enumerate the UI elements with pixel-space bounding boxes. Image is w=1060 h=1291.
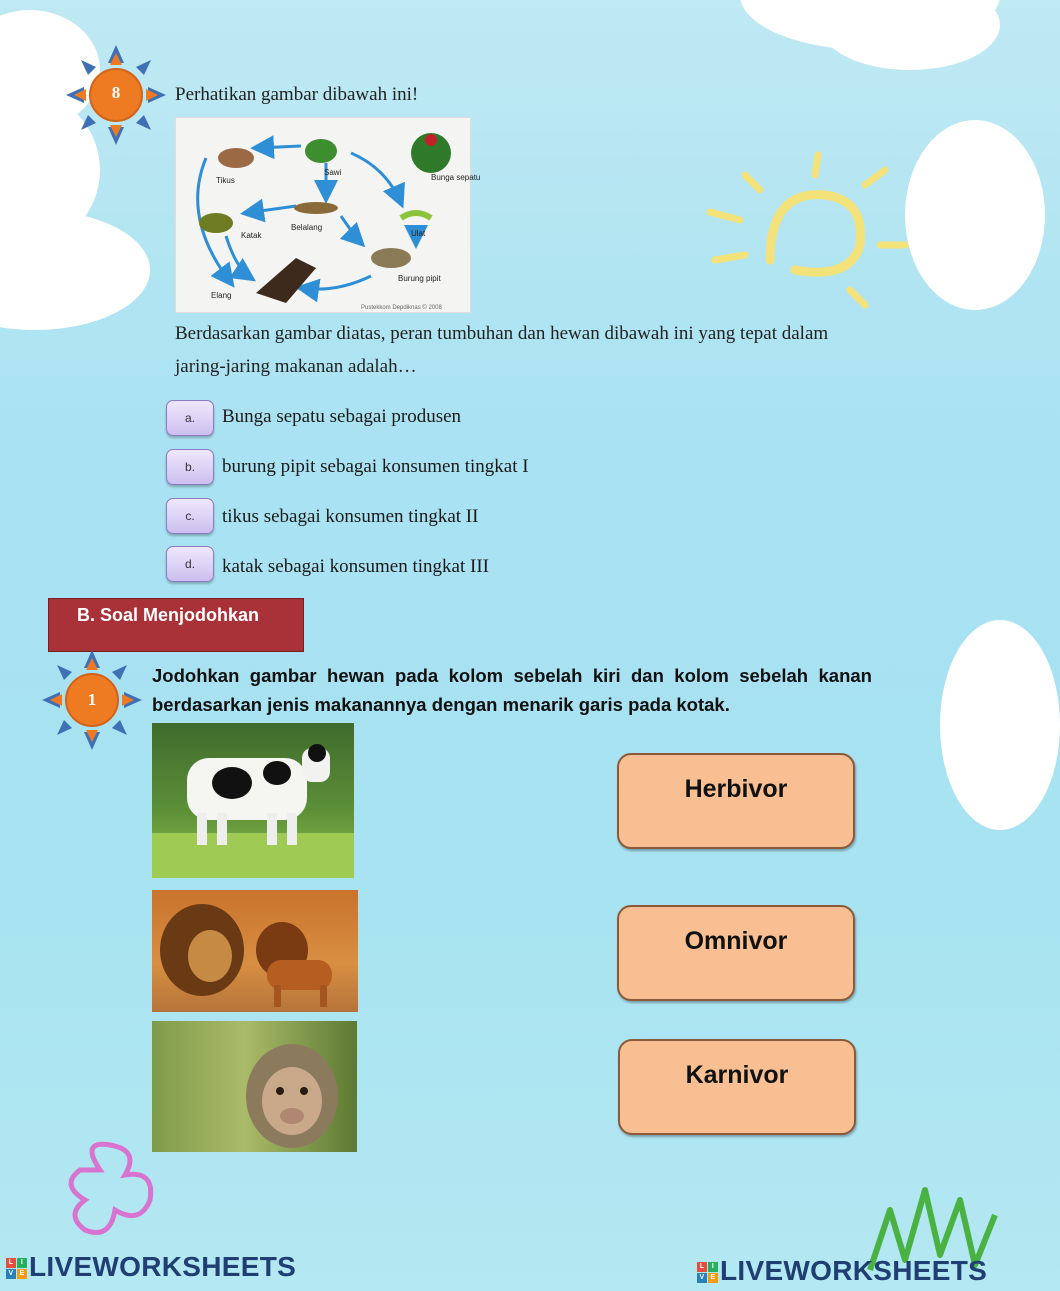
label-ulat: Ulat (411, 229, 426, 238)
label-belalang: Belalang (291, 223, 323, 232)
answer-omnivor-box[interactable] (617, 905, 855, 1001)
label-tikus: Tikus (216, 176, 235, 185)
label-katak: Katak (241, 231, 262, 240)
label-burung-pipit: Burung pipit (398, 274, 441, 283)
diagram-credit: Pustekkom Depdiknas © 2008 (361, 305, 442, 311)
cloud-right-lower (940, 620, 1060, 830)
answer-karnivor-label: Karnivor (685, 1061, 789, 1089)
option-a-text: Bunga sepatu sebagai produsen (222, 406, 462, 427)
monkey-image (152, 1021, 357, 1152)
question-number-8: 8 (111, 83, 121, 102)
question-number-1: 1 (87, 690, 97, 709)
answer-herbivor-box[interactable] (617, 753, 855, 849)
lions-image (152, 890, 358, 1012)
food-web-image (175, 117, 481, 313)
cow-image (152, 723, 354, 878)
answer-herbivor-label: Herbivor (684, 775, 788, 803)
label-bunga-sepatu: Bunga sepatu (431, 173, 481, 182)
label-sawi: Sawi (324, 168, 342, 177)
option-c-button[interactable]: c. (166, 498, 214, 534)
question-8-prompt: Perhatikan gambar dibawah ini! (175, 84, 419, 105)
section-b-header (48, 598, 304, 652)
liveworksheets-logo-left[interactable] (6, 1251, 296, 1283)
cloud-right-mid (905, 120, 1045, 310)
option-a-button[interactable]: a. (166, 400, 214, 436)
question-8-body-line2: jaring-jaring makanan adalah… (175, 356, 417, 377)
option-b-button[interactable]: b. (166, 449, 214, 485)
option-b-text: burung pipit sebagai konsumen tingkat I (222, 456, 529, 477)
answer-omnivor-label: Omnivor (684, 927, 788, 955)
option-c-text: tikus sebagai konsumen tingkat II (222, 506, 479, 527)
liveworksheets-logo-right[interactable] (697, 1255, 987, 1287)
cloud-top-right-2 (820, 0, 1000, 70)
decorative-sun-doodle (700, 150, 920, 310)
logo-left-text: LIVEWORKSHEETS (29, 1251, 297, 1282)
question-8-body-line1: Berdasarkan gambar diatas, peran tumbuhan dan hewan dibawah ini yang tepat dalam (175, 323, 829, 344)
food-web-diagram (176, 118, 481, 312)
liveworksheets-mark-icon: L I V E (6, 1258, 27, 1279)
label-elang: Elang (211, 291, 232, 300)
option-d-button[interactable]: d. (166, 546, 214, 582)
option-d-text: katak sebagai konsumen tingkat III (222, 556, 489, 577)
section-b-title: B. Soal Menjodohkan (77, 605, 260, 625)
question-1-instruction: Jodohkan gambar hewan pada kolom sebelah kiri dan kolom sebelah kanan berdasarkan jenis makanannya dengan menarik garis pada kotak. (152, 665, 872, 715)
answer-karnivor-box[interactable] (618, 1039, 856, 1135)
cloud-left-2 (0, 210, 150, 330)
logo-right-text: LIVEWORKSHEETS (720, 1255, 988, 1286)
liveworksheets-mark-icon: L I V E (697, 1262, 718, 1283)
